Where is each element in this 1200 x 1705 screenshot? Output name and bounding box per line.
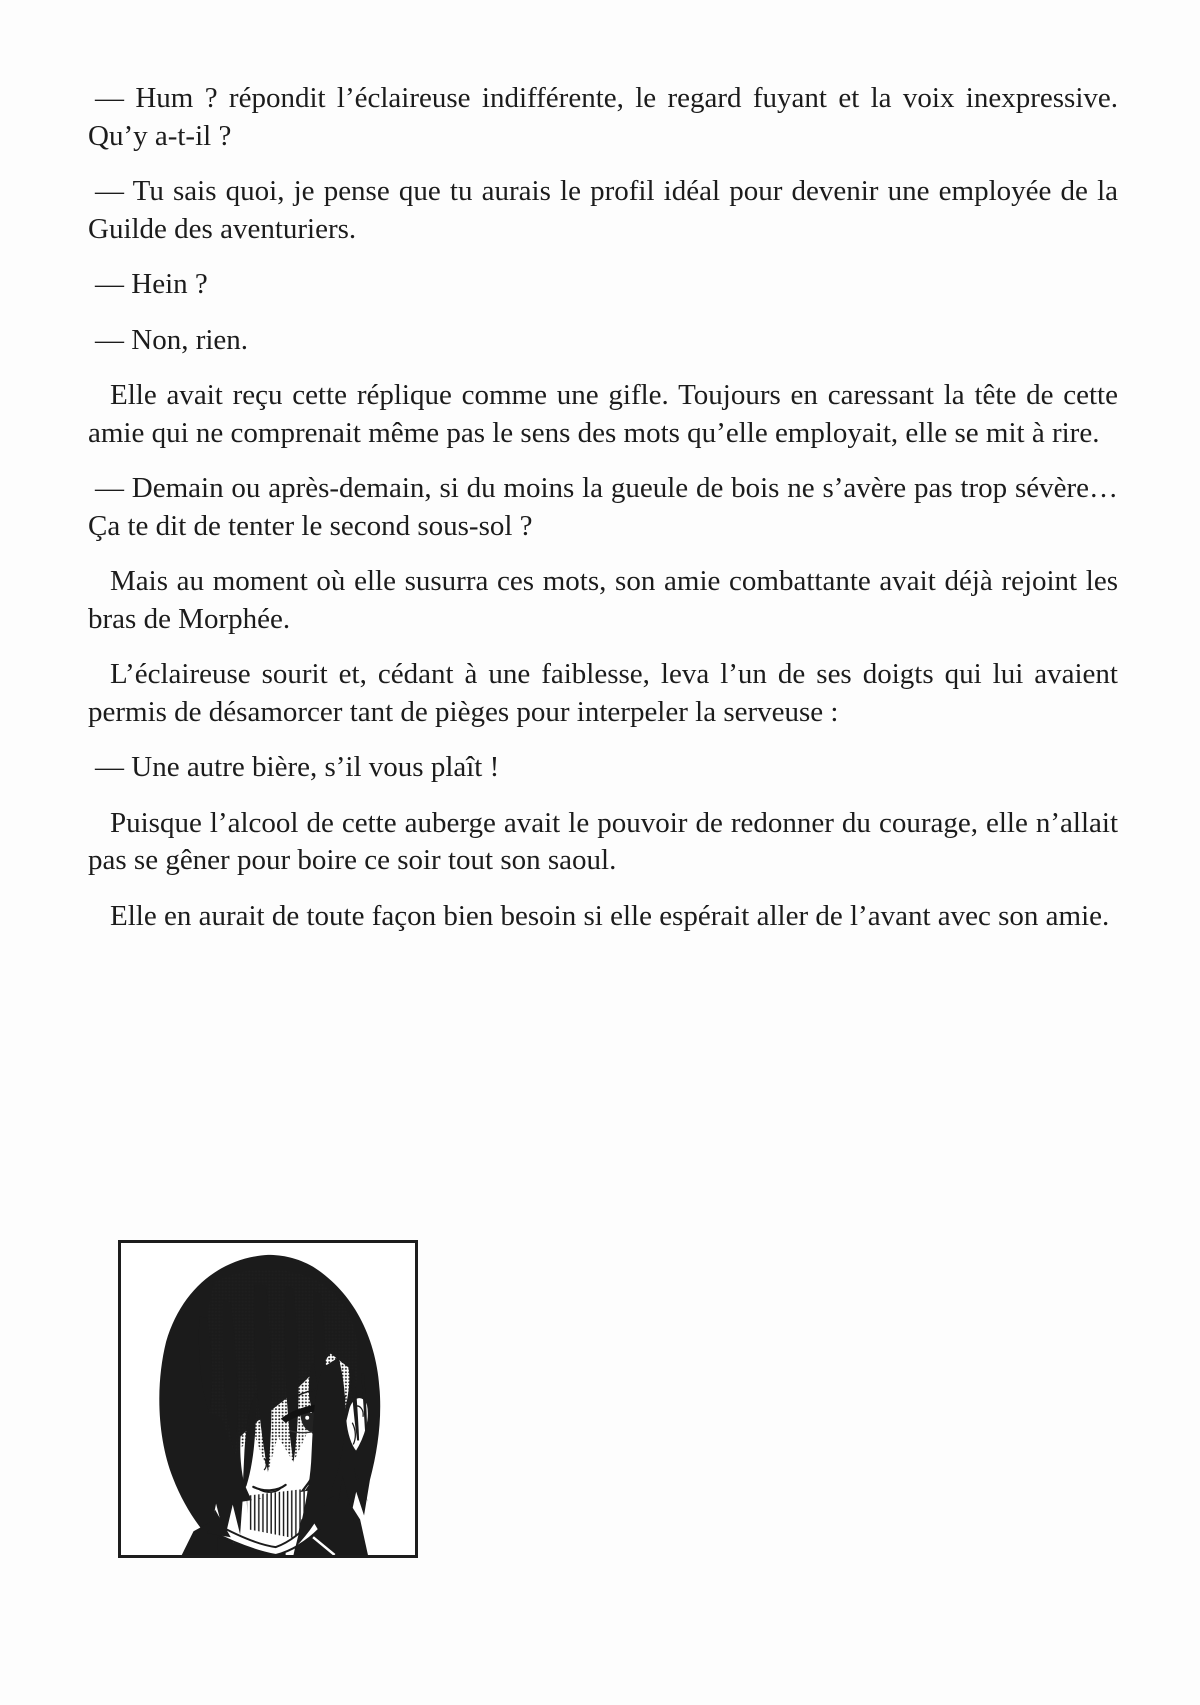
character-portrait-frame (118, 1240, 418, 1558)
paragraph-dialogue: — Demain ou après-demain, si du moins la gueule de bois ne s’avère pas trop sévère… Ça te dit de tenter le second sous-sol ? (88, 472, 1118, 542)
paragraph-narrative: Elle avait reçu cette réplique comme une gifle. Toujours en caressant la tête de cette amie qui ne comprenait même pas le sens des mots qu’elle employait, elle se mit à rire. (88, 379, 1118, 449)
paragraph-narrative: Puisque l’alcool de cette auberge avait le pouvoir de redonner du courage, elle n’allait pas se gêner pour boire ce soir tout son saoul. (88, 806, 1118, 876)
paragraph-dialogue: — Une autre bière, s’il vous plaît ! (95, 751, 500, 783)
paragraph-dialogue: — Hum ? répondit l’éclaireuse indifférente, le regard fuyant et la voix inexpressive. Qu’y a-t-il ? (88, 82, 1118, 152)
text-block (88, 80, 1118, 953)
paragraph-dialogue: — Non, rien. (95, 323, 249, 356)
paragraph-narrative: L’éclaireuse sourit et, cédant à une faiblesse, leva l’un de ses doigts qui lui avaient permis de désamorcer tant de pièges pour interpeler la serveuse : (88, 658, 1118, 728)
paragraph-dialogue: — Tu sais quoi, je pense que tu aurais le profil idéal pour devenir une employée de la Guilde des aventuriers. (88, 175, 1118, 245)
character-portrait-illustration (121, 1243, 415, 1555)
paragraph-narrative: Elle en aurait de toute façon bien besoin si elle espérait aller de l’avant avec son amie. (110, 899, 1110, 932)
paragraph-dialogue: — Hein ? (95, 268, 208, 300)
paragraph-narrative: Mais au moment où elle susurra ces mots, son amie combattante avait déjà rejoint les bras de Morphée. (88, 565, 1118, 635)
